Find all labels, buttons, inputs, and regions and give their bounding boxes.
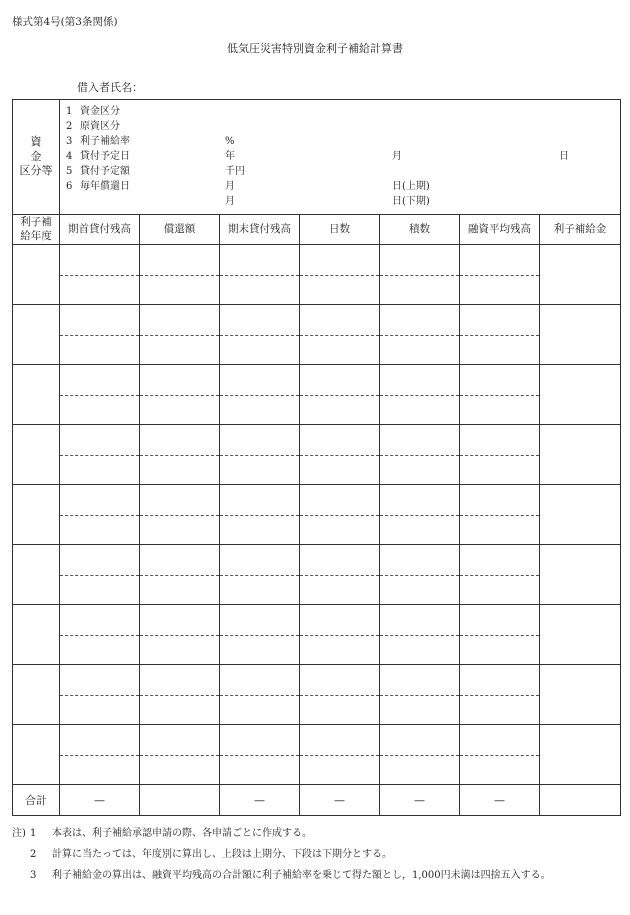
half-divider	[380, 395, 459, 396]
repayment-cell[interactable]	[140, 725, 220, 785]
half-divider	[460, 635, 539, 636]
half-divider	[220, 335, 299, 336]
total-cell: —	[380, 785, 460, 816]
half-divider	[140, 515, 219, 516]
half-divider	[460, 395, 539, 396]
half-divider	[460, 335, 539, 336]
opening-balance-cell[interactable]	[60, 605, 140, 665]
opening-balance-cell[interactable]	[60, 425, 140, 485]
half-divider	[220, 395, 299, 396]
rate-unit: %	[225, 136, 235, 147]
total-cell[interactable]	[540, 785, 621, 816]
half-divider	[380, 635, 459, 636]
average-balance-cell[interactable]	[460, 245, 540, 305]
opening-balance-cell[interactable]	[60, 305, 140, 365]
half-divider	[60, 695, 139, 696]
fiscal-year-cell[interactable]	[13, 665, 60, 725]
half-divider	[220, 695, 299, 696]
closing-balance-cell[interactable]	[220, 245, 300, 305]
repayment-cell[interactable]	[140, 245, 220, 305]
half-divider	[220, 515, 299, 516]
half-divider	[300, 695, 379, 696]
table-row	[13, 605, 621, 665]
repayment-cell[interactable]	[140, 485, 220, 545]
half-divider	[380, 335, 459, 336]
average-balance-cell[interactable]	[460, 485, 540, 545]
repayment-cell[interactable]	[140, 545, 220, 605]
repay-month-lower: 月	[225, 196, 235, 207]
repay-month-upper: 月	[225, 181, 235, 192]
half-divider	[140, 755, 219, 756]
subsidy-cell[interactable]	[540, 545, 621, 605]
total-label: 合計	[13, 785, 60, 816]
closing-balance-cell[interactable]	[220, 305, 300, 365]
half-divider	[460, 275, 539, 276]
header-row	[13, 215, 621, 245]
total-cell: —	[60, 785, 140, 816]
closing-balance-cell[interactable]	[220, 725, 300, 785]
month-unit: 月	[392, 151, 402, 162]
product-cell[interactable]	[380, 245, 460, 305]
product-cell[interactable]	[380, 665, 460, 725]
opening-balance-cell[interactable]	[60, 725, 140, 785]
table-row	[13, 545, 621, 605]
repayment-cell[interactable]	[140, 365, 220, 425]
days-cell[interactable]	[300, 605, 380, 665]
half-divider	[460, 755, 539, 756]
product-cell[interactable]	[380, 725, 460, 785]
half-divider	[60, 395, 139, 396]
year-unit: 年	[225, 151, 235, 162]
fund-item-1: 1 資金区分	[66, 106, 120, 117]
half-divider	[140, 275, 219, 276]
subsidy-cell[interactable]	[540, 365, 621, 425]
half-divider	[140, 455, 219, 456]
product-cell[interactable]	[380, 545, 460, 605]
opening-balance-cell[interactable]	[60, 365, 140, 425]
table-row	[13, 245, 621, 305]
subsidy-cell[interactable]	[540, 425, 621, 485]
header-closing-balance: 期末貸付残高	[220, 215, 300, 245]
average-balance-cell[interactable]	[460, 365, 540, 425]
closing-balance-cell[interactable]	[220, 365, 300, 425]
closing-balance-cell[interactable]	[220, 665, 300, 725]
half-divider	[300, 755, 379, 756]
fiscal-year-cell[interactable]	[13, 725, 60, 785]
half-divider	[380, 515, 459, 516]
product-cell[interactable]	[380, 305, 460, 365]
subsidy-cell[interactable]	[540, 725, 621, 785]
repayment-cell[interactable]	[140, 665, 220, 725]
half-divider	[460, 575, 539, 576]
average-balance-cell[interactable]	[460, 665, 540, 725]
opening-balance-cell[interactable]	[60, 245, 140, 305]
opening-balance-cell[interactable]	[60, 545, 140, 605]
average-balance-cell[interactable]	[460, 545, 540, 605]
half-divider	[220, 755, 299, 756]
half-divider	[380, 695, 459, 696]
days-cell[interactable]	[300, 485, 380, 545]
half-divider	[460, 515, 539, 516]
half-divider	[140, 395, 219, 396]
fund-info-cell	[60, 100, 621, 215]
half-divider	[220, 635, 299, 636]
product-cell[interactable]	[380, 605, 460, 665]
table-row	[13, 725, 621, 785]
document-title: 低気圧災害特別資金利子補給計算書	[227, 42, 403, 55]
half-divider	[60, 755, 139, 756]
half-divider	[60, 635, 139, 636]
table-row	[13, 365, 621, 425]
fiscal-year-cell[interactable]	[13, 545, 60, 605]
days-cell[interactable]	[300, 665, 380, 725]
total-cell: —	[300, 785, 380, 816]
closing-balance-cell[interactable]	[220, 605, 300, 665]
half-divider	[60, 515, 139, 516]
half-divider	[300, 275, 379, 276]
fund-section-label: 資金 区分等	[13, 100, 60, 215]
borrower-name-label: 借入者氏名：	[77, 81, 143, 94]
half-divider	[300, 395, 379, 396]
half-divider	[380, 755, 459, 756]
notes-section	[12, 823, 622, 886]
closing-balance-cell[interactable]	[220, 425, 300, 485]
half-divider	[380, 455, 459, 456]
note-1: 注) 1 本表は、利子補給承認申請の際、各申請ごとに作成する。	[12, 828, 312, 839]
fund-item-6: 6 毎年償還日	[66, 181, 130, 192]
header-average-balance: 融資平均残高	[460, 215, 540, 245]
half-divider	[140, 695, 219, 696]
half-divider	[300, 515, 379, 516]
table-row	[13, 305, 621, 365]
days-cell[interactable]	[300, 305, 380, 365]
subsidy-cell[interactable]	[540, 245, 621, 305]
half-divider	[460, 455, 539, 456]
fiscal-year-cell[interactable]	[13, 425, 60, 485]
half-divider	[220, 455, 299, 456]
closing-balance-cell[interactable]	[220, 485, 300, 545]
total-cell: —	[220, 785, 300, 816]
product-cell[interactable]	[380, 485, 460, 545]
half-divider	[220, 275, 299, 276]
half-divider	[300, 335, 379, 336]
half-divider	[60, 575, 139, 576]
half-divider	[460, 695, 539, 696]
fund-item-4: 4 貸付予定日	[66, 151, 130, 162]
repayment-cell[interactable]	[140, 305, 220, 365]
table-row	[13, 485, 621, 545]
product-cell[interactable]	[380, 365, 460, 425]
header-fiscal-year: 利子補 給年度	[13, 215, 60, 245]
repayment-cell[interactable]	[140, 605, 220, 665]
half-divider	[60, 455, 139, 456]
half-divider	[60, 275, 139, 276]
fiscal-year-cell[interactable]	[13, 605, 60, 665]
average-balance-cell[interactable]	[460, 725, 540, 785]
product-cell[interactable]	[380, 425, 460, 485]
fund-item-3: 3 利子補給率	[66, 136, 130, 147]
fund-item-5: 5 貸付予定額	[66, 166, 130, 177]
form-number: 様式第4号(第3条関係)	[12, 16, 118, 28]
fiscal-year-cell[interactable]	[13, 485, 60, 545]
half-divider	[380, 275, 459, 276]
repayment-cell[interactable]	[140, 425, 220, 485]
header-repayment: 償還額	[140, 215, 220, 245]
table-row	[13, 425, 621, 485]
repay-day-upper: 日(上期)	[392, 181, 430, 192]
half-divider	[300, 575, 379, 576]
fiscal-year-cell[interactable]	[13, 245, 60, 305]
days-cell[interactable]	[300, 425, 380, 485]
half-divider	[60, 335, 139, 336]
subsidy-cell[interactable]	[540, 665, 621, 725]
note-2: 2 計算に当たっては、年度別に算出し、上段は上期分、下段は下期分とする。	[30, 849, 392, 860]
days-cell[interactable]	[300, 725, 380, 785]
header-product: 積数	[380, 215, 460, 245]
total-cell[interactable]	[140, 785, 220, 816]
average-balance-cell[interactable]	[460, 605, 540, 665]
total-row	[13, 785, 621, 816]
closing-balance-cell[interactable]	[220, 545, 300, 605]
subsidy-cell[interactable]	[540, 485, 621, 545]
average-balance-cell[interactable]	[460, 425, 540, 485]
interest-subsidy-table	[12, 99, 621, 816]
amount-unit: 千円	[225, 166, 245, 177]
fiscal-year-cell[interactable]	[13, 365, 60, 425]
total-cell: —	[460, 785, 540, 816]
fund-info-row	[13, 100, 621, 215]
fund-item-2: 2 原資区分	[66, 121, 120, 132]
days-cell[interactable]	[300, 365, 380, 425]
header-days: 日数	[300, 215, 380, 245]
subsidy-cell[interactable]	[540, 305, 621, 365]
subsidy-cell[interactable]	[540, 605, 621, 665]
average-balance-cell[interactable]	[460, 305, 540, 365]
opening-balance-cell[interactable]	[60, 485, 140, 545]
half-divider	[220, 575, 299, 576]
table-row	[13, 665, 621, 725]
half-divider	[140, 575, 219, 576]
note-3: 3 利子補給金の算出は、融資平均残高の合計額に利子補給率を乗じて得た額とし，1,000円未満は四捨五入する。	[30, 870, 551, 881]
half-divider	[300, 635, 379, 636]
half-divider	[300, 455, 379, 456]
half-divider	[380, 575, 459, 576]
days-cell[interactable]	[300, 245, 380, 305]
fiscal-year-cell[interactable]	[13, 305, 60, 365]
half-divider	[140, 635, 219, 636]
days-cell[interactable]	[300, 545, 380, 605]
day-unit: 日	[559, 151, 569, 162]
header-opening-balance: 期首貸付残高	[60, 215, 140, 245]
half-divider	[140, 335, 219, 336]
opening-balance-cell[interactable]	[60, 665, 140, 725]
header-subsidy: 利子補給金	[540, 215, 621, 245]
repay-day-lower: 日(下期)	[392, 196, 430, 207]
